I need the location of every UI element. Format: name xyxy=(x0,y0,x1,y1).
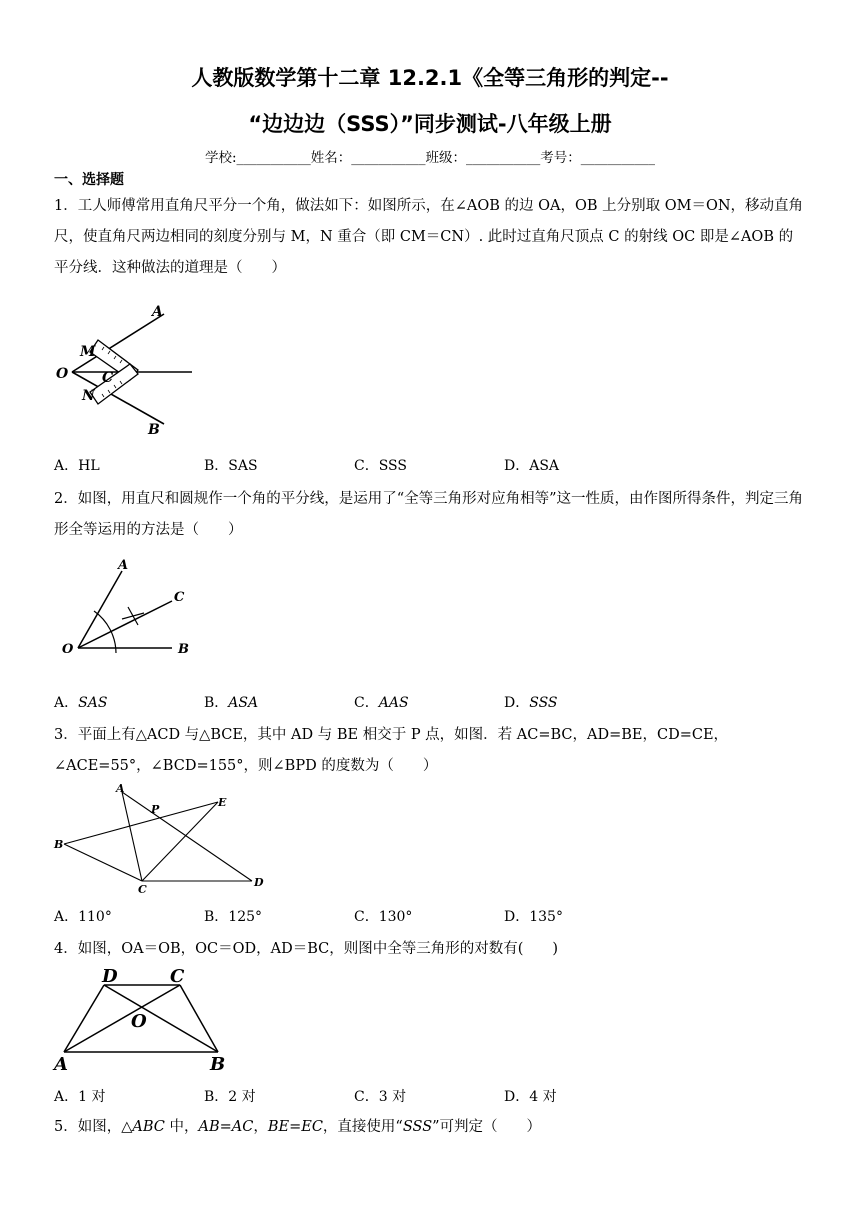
fig2-label-a: A xyxy=(118,558,129,573)
option-d[interactable]: D．ASA xyxy=(504,458,560,474)
option-a[interactable]: A．HL xyxy=(54,458,100,474)
fig2-label-o: O xyxy=(62,642,74,657)
question-4-text: 4．如图，OA＝OB，OC＝OD，AD＝BC，则图中全等三角形的对数有( ) xyxy=(54,941,559,957)
figure-2-angle-bisector xyxy=(54,555,204,660)
fig1-label-n: N xyxy=(82,388,95,404)
fig4-label-o: O xyxy=(131,1011,147,1032)
fig4-label-a: A xyxy=(54,1054,68,1075)
fig3-label-d: D xyxy=(254,876,264,889)
student-info-line: 学校:___________姓名：___________班级：___________考号：___________ xyxy=(204,150,656,166)
fig2-label-b: B xyxy=(178,642,189,657)
fig1-label-m: M xyxy=(80,344,96,360)
figure-4-trapezoid xyxy=(54,966,244,1074)
fig3-label-a: A xyxy=(116,782,125,795)
fig1-label-b: B xyxy=(148,422,160,438)
question-1-options xyxy=(54,455,806,477)
fig3-label-e: E xyxy=(218,796,227,809)
question-4-options xyxy=(54,1086,806,1108)
option-c[interactable]: C．3 对 xyxy=(354,1089,407,1105)
option-b[interactable]: B．ASA xyxy=(204,695,259,711)
figure-3-triangles xyxy=(54,780,274,895)
question-2-options xyxy=(54,692,806,714)
option-b[interactable]: B．2 对 xyxy=(204,1089,256,1105)
option-a[interactable]: A．1 对 xyxy=(54,1089,106,1105)
fig2-label-c: C xyxy=(174,590,185,605)
option-a[interactable]: A．SAS xyxy=(54,695,108,711)
figure-1-right-angle-ruler xyxy=(54,300,204,440)
title-line-2: “边边边（SSS）”同步测试-八年级上册 xyxy=(248,112,612,136)
option-c[interactable]: C．130° xyxy=(354,909,413,925)
question-3-options xyxy=(54,906,806,928)
fig4-label-b: B xyxy=(210,1054,226,1075)
option-b[interactable]: B．SAS xyxy=(204,458,258,474)
fig1-label-a: A xyxy=(152,304,163,320)
option-d[interactable]: D．4 对 xyxy=(504,1089,557,1105)
option-a[interactable]: A．110° xyxy=(54,909,112,925)
fig1-label-o: O xyxy=(56,366,69,382)
option-d[interactable]: D．SSS xyxy=(504,695,558,711)
fig4-label-c: C xyxy=(170,966,185,987)
question-2-text: 2．如图，用直尺和圆规作一个角的平分线，是运用了“全等三角形对应角相等”这一性质，由作图所得条件，判定三角形全等运用的方法是（ ） xyxy=(54,491,804,538)
option-c[interactable]: C．SSS xyxy=(354,458,407,474)
fig3-label-b: B xyxy=(54,838,64,851)
question-1-text: 1．工人师傅常用直角尺平分一个角，做法如下：如图所示，在∠AOB 的边 OA，OB 上分别取 OM＝ON，移动直角尺，使直角尺两边相同的刻度分别与 M，N 重合（即 CM＝CN）. 此时过直角尺顶点 C 的射线 OC 即是∠AOB 的平分线．这种做法的道理是（ ） xyxy=(54,198,804,276)
option-b[interactable]: B．125° xyxy=(204,909,263,925)
title-line-1: 人教版数学第十二章 12.2.1《全等三角形的判定-- xyxy=(191,66,669,90)
question-5-text: 5．如图，△ABC 中，AB=AC，BE=EC，直接使用“SSS”可判定（ ） xyxy=(54,1119,542,1135)
fig4-label-d: D xyxy=(102,966,118,987)
section-title: 一、选择题 xyxy=(54,172,124,188)
option-c[interactable]: C．AAS xyxy=(354,695,409,711)
option-d[interactable]: D．135° xyxy=(504,909,563,925)
fig3-label-c: C xyxy=(138,883,147,896)
fig1-label-c: C xyxy=(102,370,114,386)
question-3-text: 3．平面上有△ACD 与△BCE，其中 AD 与 BE 相交于 P 点，如图．若 AC=BC，AD=BE，CD=CE，∠ACE=55°，∠BCD=155°，则∠BPD 的度数为（ ） xyxy=(54,727,729,774)
fig3-label-p: P xyxy=(151,803,160,816)
